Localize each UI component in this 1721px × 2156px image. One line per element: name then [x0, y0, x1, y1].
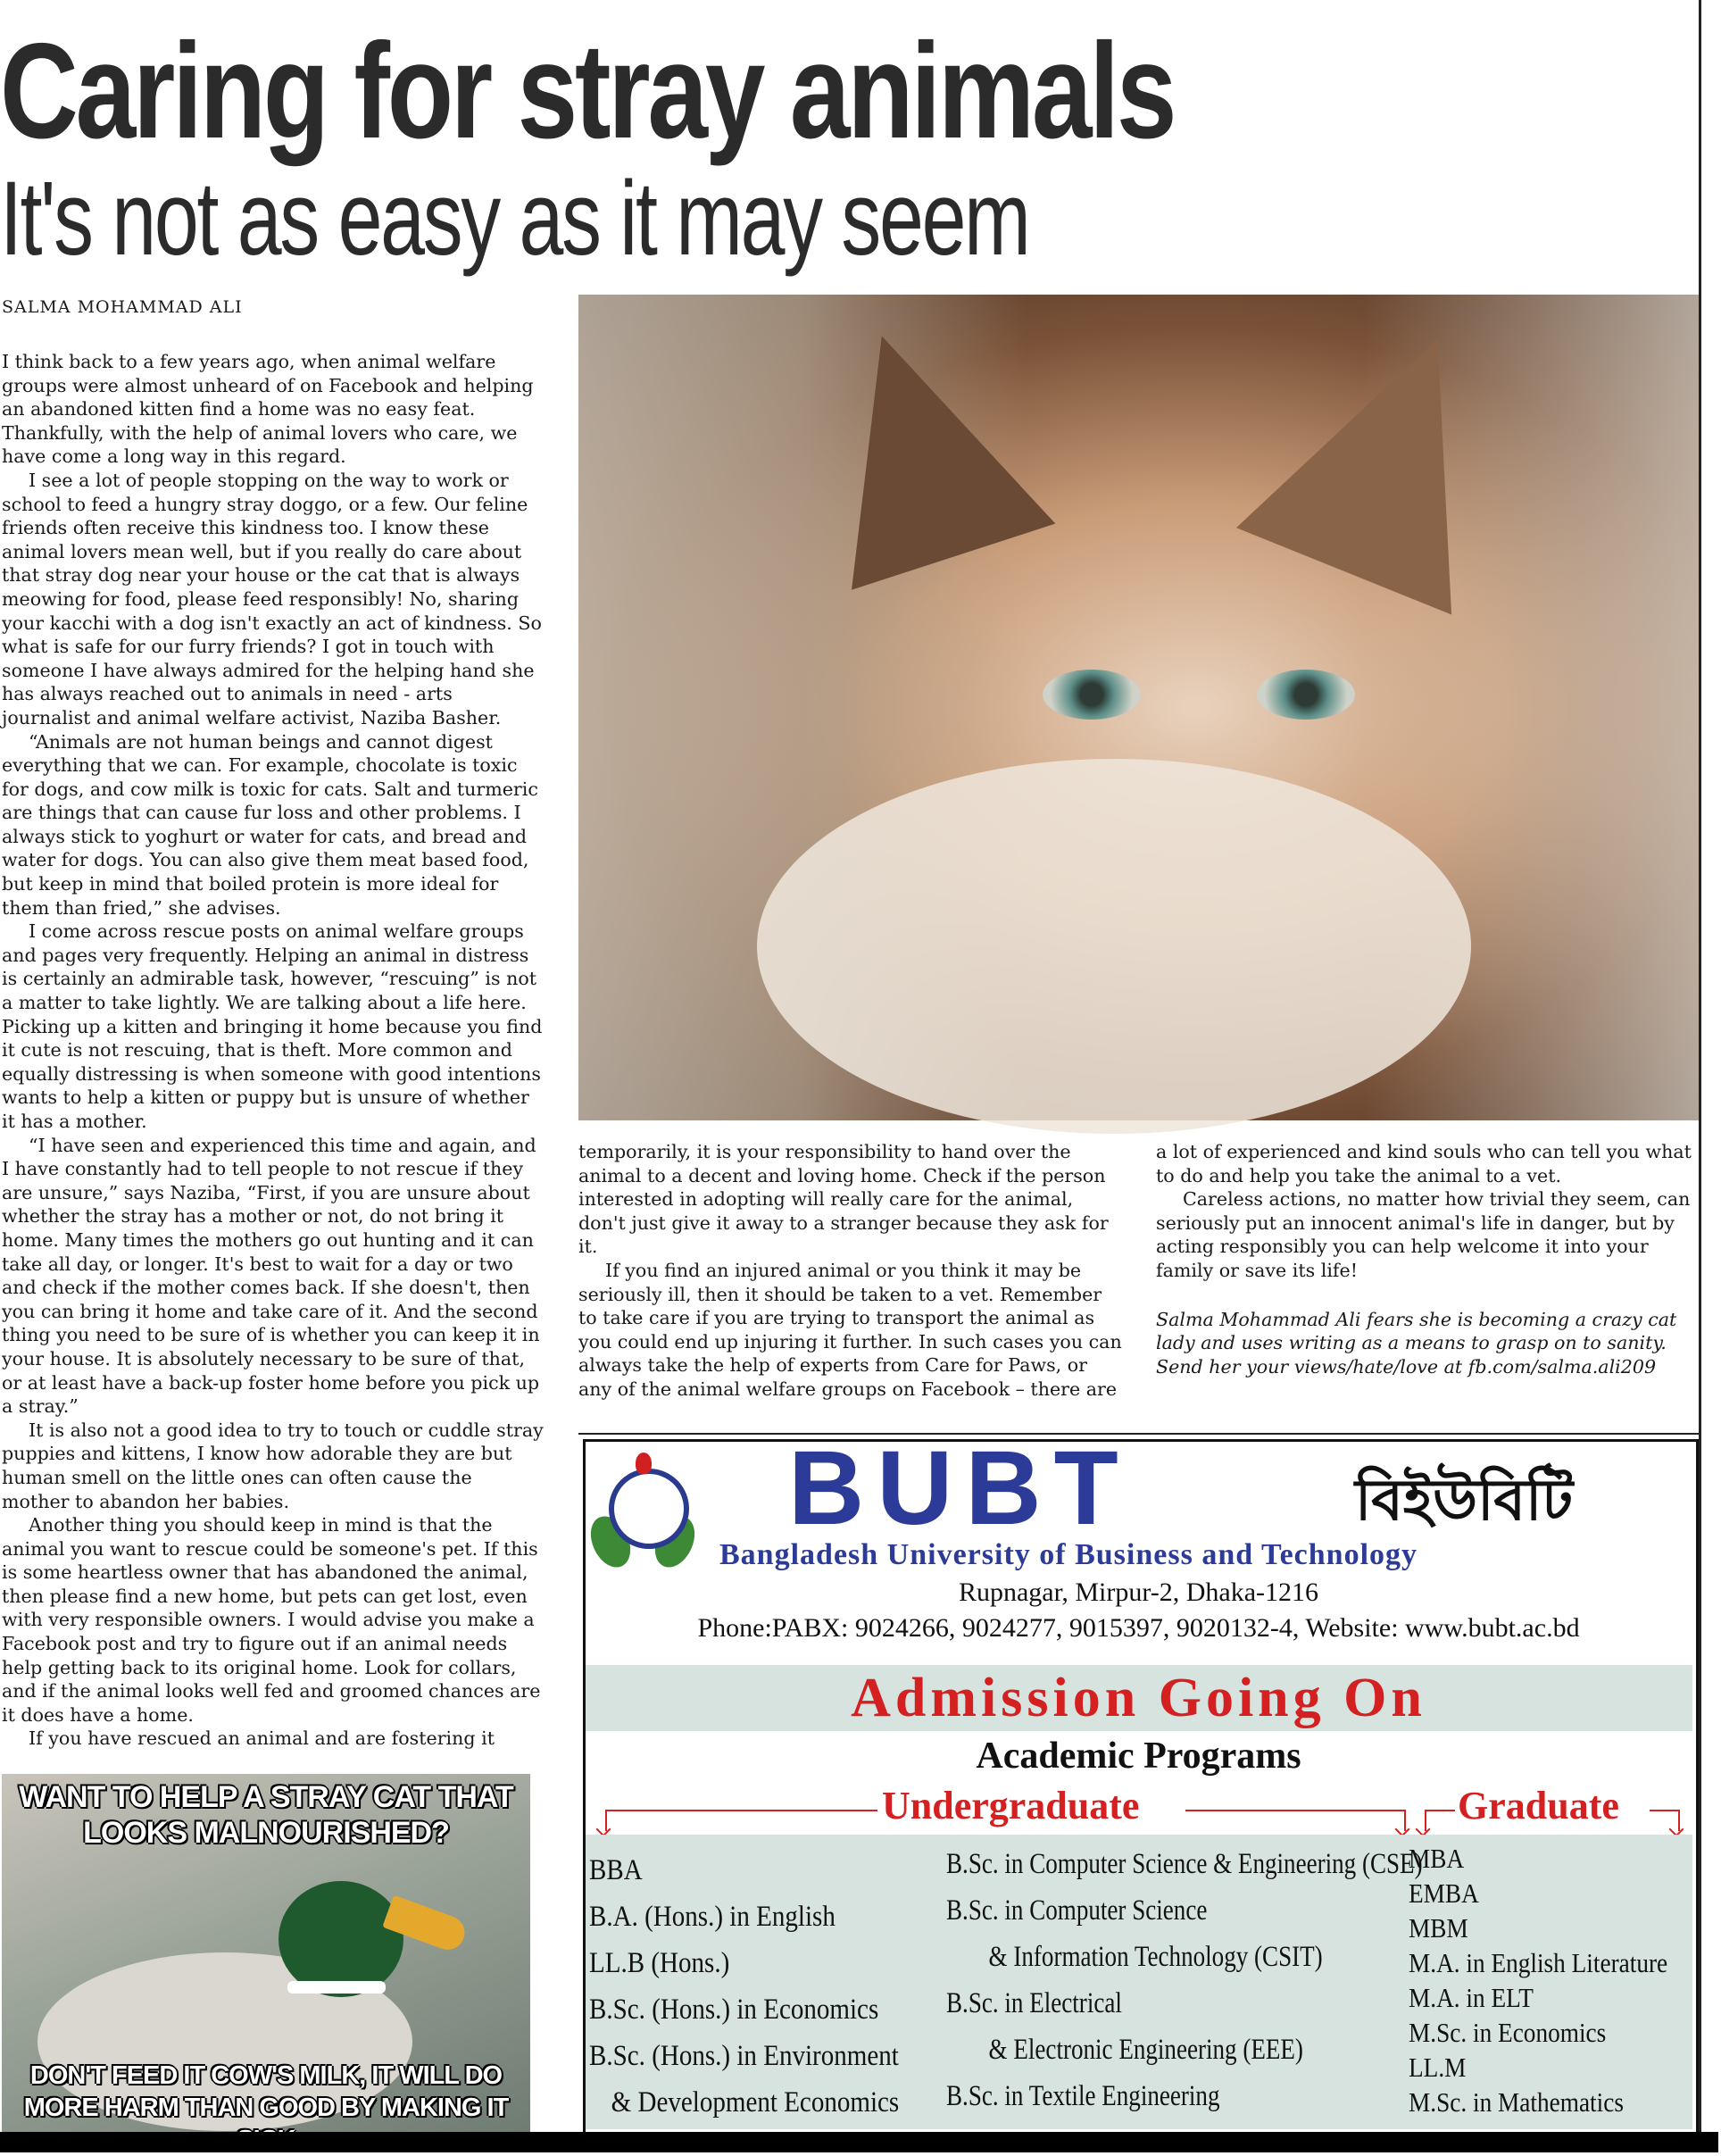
paragraph: Careless actions, no matter how trivial they seem, can seriously put an innocent animal's life in danger, but by acting responsibly you can help welcome it into your family or save its life!	[1156, 1188, 1691, 1281]
paragraph: If you have rescued an animal and are fostering it	[29, 1727, 495, 1750]
bubt-logo-icon	[593, 1453, 691, 1560]
paragraph: I think back to a few years ago, when animal welfare groups were almost unheard of on Facebook and helping an abandoned kitten find a home was no easy feat. Thankfully, with the help of animal lovers who care, we have come a long way in this regard.	[2, 351, 534, 468]
article-column-3	[1156, 1140, 1699, 1378]
program-item: B.Sc. in Textile Engineering	[946, 2080, 1220, 2112]
paragraph: a lot of experienced and kind souls who can tell you what to do and help you take the animal to a vet.	[1156, 1141, 1692, 1186]
brand-name-bengali: বিইউবিটি	[1355, 1468, 1574, 1534]
paragraph: Another thing you should keep in mind is that the animal you want to rescue could be someone's pet. If this is some heartless owner that has abandoned the animal, then please find a new home, but pets can get lost, even with very responsible owners. I would advise you make a Facebook post and try to figure out if an animal needs help getting back to its original home. Look for collars, and if the animal looks well fed and groomed chances are it does have a home.	[2, 1514, 541, 1726]
program-item: & Electronic Engineering (EEE)	[988, 2034, 1303, 2066]
program-item: BBA	[589, 1854, 643, 1886]
program-item: LL.M	[1409, 2052, 1467, 2083]
bubt-advertisement	[578, 1429, 1699, 2131]
brand-name: BUBT	[788, 1429, 1131, 1547]
paragraph: temporarily, it is your responsibility to hand over the animal to a decent and loving home. Check if the person interested in adopting will really care for the animal, don't just give it away to a stranger because they ask for it.	[578, 1141, 1109, 1258]
headline: Caring for stray animals	[0, 15, 1175, 167]
paragraph: “Animals are not human beings and cannot digest everything that we can. For example, chocolate is toxic for dogs, and cow milk is toxic for cats. Salt and turmeric are things that can cause fur loss and other problems. I always stick to yoghurt or water for cats, and bread and water for dogs. You can also give them meat based food, but keep in mind that boiled protein is more ideal for them than fried,” she advises.	[2, 730, 538, 919]
undergraduate-heading: Undergraduate	[882, 1784, 1140, 1827]
cat-face-photo	[578, 295, 1699, 1120]
program-item: EMBA	[1409, 1877, 1479, 1909]
program-item: M.Sc. in Economics	[1409, 2017, 1607, 2048]
paragraph: “I have seen and experienced this time and again, and I have constantly had to tell people to not rescue if they are unsure,” says Naziba, “First, if you are unsure about whether the stray has a mother or not, do not bring it home. Many times the mothers go out hunting and it can take all day, or longer. It's best to wait for a day or two and check if the mother comes back. If she doesn't, then you can bring it home and take care of it. And the second thing you need to be sure of is whether you can keep it in your house. It is absolutely necessary to be sure of that, or at least have a back-up foster home before you pick up a stray.”	[2, 1134, 540, 1418]
program-item: B.Sc. in Computer Science & Engineering (CSE)	[946, 1848, 1423, 1880]
program-item: M.A. in English Literature	[1409, 1947, 1668, 1978]
undergraduate-list-left	[589, 1847, 899, 2126]
subheadline: It's not as easy as it may seem	[0, 160, 1029, 278]
program-item: LL.B (Hons.)	[589, 1947, 730, 1979]
graduate-list	[1409, 1841, 1667, 2119]
program-item: B.Sc. in Electrical	[946, 1987, 1122, 2019]
meme-top-text: WANT TO HELP A STRAY CAT THAT LOOKS MALNOURISHED?	[19, 1780, 513, 1850]
page-bottom-bar	[0, 2132, 1718, 2152]
undergraduate-list-right	[946, 1841, 1423, 2119]
program-item: MBA	[1409, 1843, 1465, 1874]
program-item: B.Sc. in Computer Science	[946, 1894, 1208, 1927]
program-item: & Development Economics	[611, 2086, 900, 2119]
meme-bottom-text: DON'T FEED IT COW'S MILK, IT WILL DO MORE HARM THAN GOOD BY MAKING IT	[23, 2061, 509, 2122]
article-column-2	[578, 1140, 1125, 1402]
address: Rupnagar, Mirpur-2, Dhaka-1216	[958, 1577, 1319, 1607]
university-name: Bangladesh University of Business and Technology	[719, 1538, 1418, 1571]
duck-meme-image	[2, 1774, 530, 2134]
program-item: B.A. (Hons.) in English	[589, 1901, 836, 1933]
program-item: M.Sc. in Mathematics	[1409, 2086, 1624, 2118]
admission-banner: Admission Going On	[851, 1668, 1426, 1728]
graduate-heading: Graduate	[1458, 1784, 1619, 1827]
paragraph: I see a lot of people stopping on the way to work or school to feed a hungry stray doggo, or a few. Our feline friends often receive this kindness too. I know these animal lovers mean well, but if you really do care about that stray dog near your house or the cat that is always meowing for food, please feed responsibly! No, sharing your kacchi with a dog isn't exactly an act of kindness. So what is safe for our furry friends? I got in touch with someone I have always admired for the helping hand she has always reached out to animals in need - arts journalist and animal welfare activist, Naziba Basher.	[2, 469, 542, 728]
author-note: Salma Mohammad Ali fears she is becoming a crazy cat lady and uses writing as a means to grasp on to sanity. Send her your views/hate/love at fb.com/salma.ali209	[1156, 1308, 1677, 1378]
programs-title: Academic Programs	[976, 1736, 1301, 1777]
program-item: & Information Technology (CSIT)	[988, 1941, 1323, 1973]
paragraph: I come across rescue posts on animal welfare groups and pages very frequently. Helping an animal in distress is certainly an admirable task, however, “rescuing” is not a matter to take lightly. We are talking about a life here. Picking up a kitten and bringing it home because you find it cute is not rescuing, that is theft. More common and equally distressing is when someone with good intentions wants to help a kitten or puppy but is unsure of whether it has a mother.	[2, 920, 543, 1132]
byline: SALMA MOHAMMAD ALI	[2, 297, 243, 317]
page-edge	[1699, 0, 1721, 2152]
contact-line: Phone:PABX: 9024266, 9024277, 9015397, 9020132-4, Website: www.bubt.ac.bd	[697, 1613, 1580, 1643]
program-item: B.Sc. (Hons.) in Economics	[589, 1994, 879, 2026]
paragraph: If you find an injured animal or you think it may be seriously ill, then it should be taken to a vet. Remember to take care if you are trying to transport the animal as you could end up injuring it further. In such cases you can always take the help of experts from Care for Paws, or any of the animal welfare groups on Facebook – there are	[578, 1259, 1122, 1400]
article-column-1	[2, 350, 545, 1751]
masthead-fragment	[1268, 0, 1696, 9]
program-item: B.Sc. (Hons.) in Environment	[589, 2040, 899, 2072]
program-item: MBM	[1409, 1912, 1468, 1944]
paragraph: It is also not a good idea to try to touch or cuddle stray puppies and kittens, I know how adorable they are but human smell on the little ones can often cause the mother to abandon her babies.	[2, 1419, 544, 1512]
program-item: M.A. in ELT	[1409, 1982, 1534, 2013]
